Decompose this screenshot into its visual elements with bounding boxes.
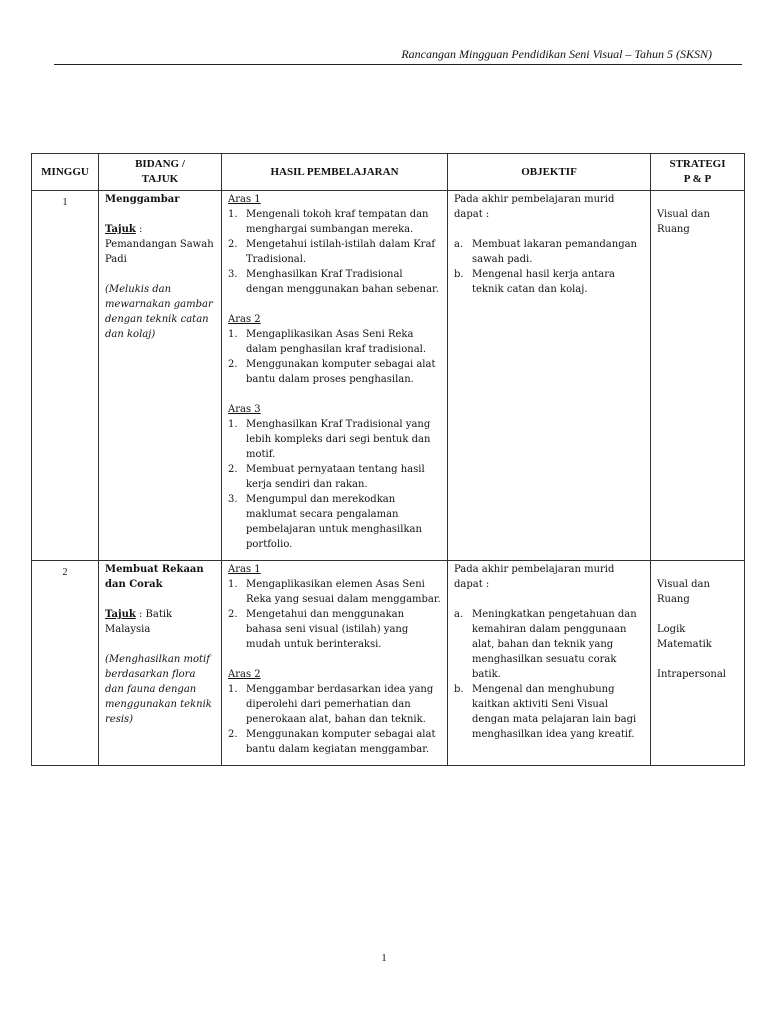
spacer (657, 652, 738, 667)
spacer (105, 267, 215, 282)
header-strategi-line1: STRATEGI (669, 158, 726, 170)
header-bidang-tajuk (99, 154, 222, 191)
list-item (454, 607, 644, 682)
list-number: 1. (228, 209, 238, 220)
list-text: Mengenali tokoh kraf tempatan dan menghargai sumbangan mereka. (246, 209, 429, 235)
list-text: Menggambar berdasarkan idea yang diperolehi dari pemerhatian dan penerokaan alat, bahan dan teknik. (246, 684, 434, 725)
list-item (228, 577, 441, 607)
list-item (228, 682, 441, 727)
list-item (228, 207, 441, 237)
header-strategi-line2: P & P (683, 173, 712, 185)
list-text: Mengetahui dan menggunakan bahasa seni visual (istilah) yang mudah untuk berinteraksi. (246, 609, 409, 650)
week-number: 1 (32, 191, 99, 561)
list-item (454, 267, 644, 297)
list-text: Mengetahui istilah-istilah dalam Kraf Tradisional. (246, 239, 436, 265)
running-header: Rancangan Mingguan Pendidikan Seni Visual – Tahun 5 (SKSN) (401, 47, 712, 61)
objektif-list (454, 607, 644, 742)
spacer (454, 592, 644, 607)
list-letter: a. (454, 609, 464, 620)
strategi-item: Visual dan Ruang (657, 209, 710, 235)
list-item (228, 492, 441, 552)
list-number: 2. (228, 464, 238, 475)
header-bidang-line2: TAJUK (141, 173, 179, 185)
list-text: Membuat lakaran pemandangan sawah padi. (472, 239, 637, 265)
list-number: 3. (228, 494, 238, 505)
spacer (657, 607, 738, 622)
spacer (228, 387, 441, 402)
header-objektif: OBJEKTIF (448, 154, 651, 191)
list-number: 1. (228, 684, 238, 695)
list-text: Mengumpul dan merekodkan maklumat secara pengalaman pembelajaran untuk menghasilkan portfolio. (246, 494, 422, 550)
tajuk-separator: : (135, 609, 143, 620)
spacer (228, 652, 441, 667)
table-row (32, 191, 745, 561)
list-text: Mengenal hasil kerja antara teknik catan dan kolaj. (472, 269, 615, 295)
header-bidang-line1: BIDANG / (135, 158, 185, 170)
activity-note: (Melukis dan mewarnakan gambar dengan teknik catan dan kolaj) (105, 284, 213, 340)
list-text: Menghasilkan Kraf Tradisional dengan menggunakan bahan sebenar. (246, 269, 439, 295)
objektif-cell (448, 561, 651, 766)
activity-note: (Menghasilkan motif berdasarkan flora dan fauna dengan menggunakan teknik resis) (105, 654, 212, 725)
list-item (228, 462, 441, 492)
tajuk-label: Tajuk (105, 609, 136, 620)
list-text: Mengaplikasikan elemen Asas Seni Reka yang sesuai dalam menggambar. (246, 579, 441, 605)
list-number: 2. (228, 359, 238, 370)
table-header-row (32, 154, 745, 191)
aras-list (228, 682, 441, 757)
objektif-cell (448, 191, 651, 561)
objektif-intro: Pada akhir pembelajaran murid dapat : (454, 564, 615, 590)
header-strategi (651, 154, 745, 191)
list-number: 2. (228, 609, 238, 620)
objektif-intro: Pada akhir pembelajaran murid dapat : (454, 194, 615, 220)
strategi-item: Intrapersonal (657, 669, 727, 680)
tajuk-separator: : (135, 224, 143, 235)
aras-list (228, 207, 441, 297)
tajuk-label: Tajuk (105, 224, 136, 235)
objektif-list (454, 237, 644, 297)
list-item (228, 327, 441, 357)
bidang-title: Menggambar (105, 194, 180, 205)
list-text: Menghasilkan Kraf Tradisional yang lebih kompleks dari segi bentuk dan motif. (246, 419, 431, 460)
list-number: 1. (228, 579, 238, 590)
list-number: 1. (228, 419, 238, 430)
week-number: 2 (32, 561, 99, 766)
strategi-item: Logik Matematik (657, 624, 712, 650)
list-text: Menggunakan komputer sebagai alat bantu dalam proses penghasilan. (246, 359, 436, 385)
list-text: Meningkatkan pengetahuan dan kemahiran dalam penggunaan alat, bahan dan teknik yang menghasilkan sesuatu corak batik. (472, 609, 637, 680)
aras-list (228, 327, 441, 387)
list-item (228, 417, 441, 462)
strategi-cell (651, 191, 745, 561)
strategi-cell (651, 561, 745, 766)
table-row (32, 561, 745, 766)
list-number: 2. (228, 239, 238, 250)
spacer (454, 222, 644, 237)
list-item (454, 682, 644, 742)
aras-list (228, 417, 441, 552)
list-letter: b. (454, 684, 464, 695)
hasil-cell (222, 191, 448, 561)
tajuk-value: Batik Malaysia (105, 609, 173, 635)
list-text: Menggunakan komputer sebagai alat bantu dalam kegiatan menggambar. (246, 729, 436, 755)
aras-label: Aras 2 (228, 314, 261, 325)
spacer (105, 592, 215, 607)
list-item (228, 727, 441, 757)
list-item (454, 237, 644, 267)
aras-label: Aras 1 (228, 564, 261, 575)
bidang-cell (99, 191, 222, 561)
hasil-cell (222, 561, 448, 766)
list-text: Mengaplikasikan Asas Seni Reka dalam penghasilan kraf tradisional. (246, 329, 427, 355)
list-item (228, 267, 441, 297)
list-letter: b. (454, 269, 464, 280)
spacer (228, 297, 441, 312)
tajuk-line (105, 607, 215, 637)
list-text: Membuat pernyataan tentang hasil kerja sendiri dan rakan. (246, 464, 425, 490)
list-text: Mengenal dan menghubung kaitkan aktiviti Seni Visual dengan mata pelajaran lain bagi menghasilkan idea yang kreatif. (472, 684, 637, 740)
tajuk-line (105, 222, 215, 267)
spacer (105, 207, 215, 222)
page-number: 1 (381, 952, 387, 964)
list-item (228, 357, 441, 387)
tajuk-value: Pemandangan Sawah Padi (105, 239, 214, 265)
aras-list (228, 577, 441, 652)
aras-label: Aras 1 (228, 194, 261, 205)
list-number: 2. (228, 729, 238, 740)
weekly-plan-table (31, 153, 745, 766)
strategi-item: Visual dan Ruang (657, 579, 710, 605)
list-number: 1. (228, 329, 238, 340)
list-number: 3. (228, 269, 238, 280)
header-hasil-pembelajaran: HASIL PEMBELAJARAN (222, 154, 448, 191)
spacer (105, 637, 215, 652)
aras-label: Aras 3 (228, 404, 261, 415)
header-divider (54, 64, 742, 65)
aras-label: Aras 2 (228, 669, 261, 680)
list-item (228, 607, 441, 652)
list-item (228, 237, 441, 267)
bidang-title: Membuat Rekaan dan Corak (105, 564, 204, 590)
list-letter: a. (454, 239, 464, 250)
header-minggu: MINGGU (32, 154, 99, 191)
bidang-cell (99, 561, 222, 766)
